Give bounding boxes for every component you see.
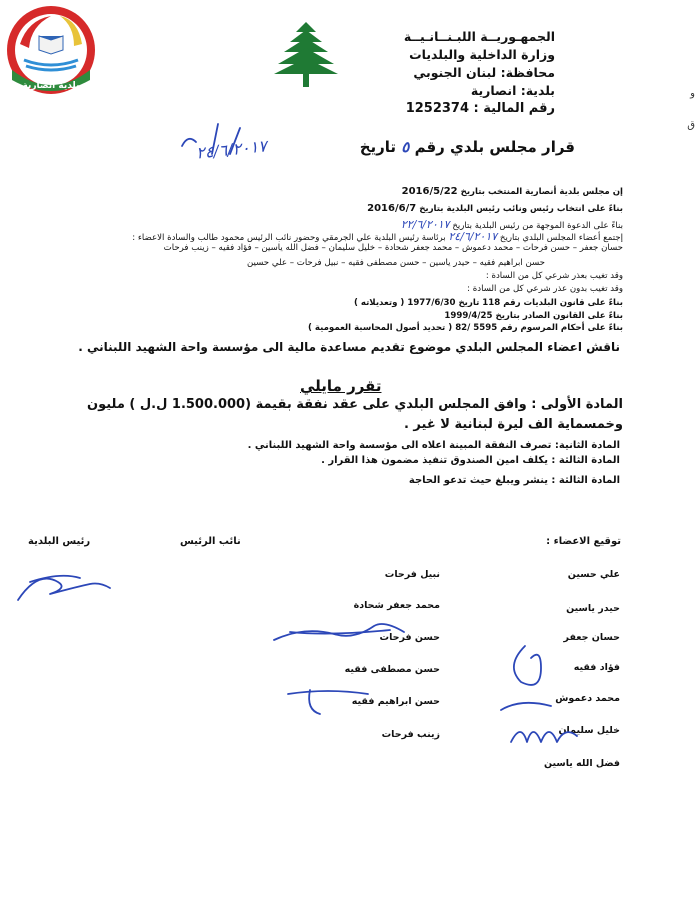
member-name: زينب فرحات [381, 729, 440, 740]
preamble-line-4: إجتمع أعضاء المجلس البلدي بتاريخ ٢٤/٦/٢٠١٧ برئاسة رئيس البلدية علي الجرمقي وحضور نائب الرئيس محمود طالب والسادة الاعضاء : [132, 230, 623, 243]
deputy-label: نائب الرئيس [180, 536, 241, 547]
municipality-label: بلدية: انصارية [470, 83, 555, 98]
handwriting-stroke [178, 116, 298, 166]
preamble-line-6: حسن ابراهيم فقيه – حيدر ياسين – حسن مصطفى فقيه – نبيل فرحات – علي حسين [246, 258, 545, 268]
lebanese-cedar-icon [270, 18, 342, 90]
member-name: حسن مصطفى فقيه [344, 664, 440, 675]
member-name: نبيل فرحات [384, 569, 440, 580]
article-first: المادة الأولى : وافق المجلس البلدي على عقد نفقة بقيمة (1.500.000 ل.ل ) مليون وخمسماية الف ليرة لبنانية لا غير . [86, 397, 623, 432]
member-name: علي حسين [567, 569, 620, 580]
member-name: حيدر ياسين [566, 603, 620, 614]
title-date-label: تاريخ [359, 138, 397, 156]
margin-mark-2: ق [687, 120, 695, 131]
preamble-line-10: بناءً على القانون الصادر بتاريخ 1999/4/25 [444, 311, 623, 321]
mayor-label: رئيس البلدية [28, 536, 91, 547]
members-heading: توقيع الاعضاء : [546, 536, 621, 547]
member-signature [280, 680, 380, 720]
member-signature [270, 620, 410, 650]
member-name: فؤاد فقيه [573, 662, 620, 673]
preamble-line-9: بناءً على قانون البلديات رقم 118 تاريخ 1977/6/30 ( وتعديلاته ) [353, 298, 623, 308]
article-fourth: المادة الثالثة : ينشر ويبلغ حيث تدعو الحاجة [408, 475, 620, 486]
article-third: المادة الثالثة : يكلف امين الصندوق تنفيذ مضمون هذا القرار . [321, 455, 620, 466]
member-name: حسن ابراهيم فقيه [351, 696, 440, 707]
preamble-line-3: بناءً على الدعوة الموجهة من رئيس البلدية بتاريخ ٢٢/٦/٢٠١٧ [400, 218, 623, 231]
preamble-line-1: إن مجلس بلدية أنصارية المنتخب بتاريخ 2016/5/22 [401, 186, 623, 197]
member-signature [505, 718, 585, 748]
preamble-line-8: وقد تغيب بدون عذر شرعي كل من السادة : [467, 284, 623, 294]
decision-heading: تقرر مايلي [300, 377, 382, 395]
discussion-text: ناقش اعضاء المجلس البلدي موضوع تقديم مساعدة مالية الى مؤسسة واحة الشهيد اللبناني . [78, 340, 620, 354]
mayor-signature [10, 560, 120, 610]
republic-label: الجمهـوريــة اللبـنــانـيــة [403, 29, 555, 44]
member-name: محمد جعفر شحادة [353, 600, 440, 611]
title-text: قرار مجلس بلدي رقم [414, 138, 575, 156]
governorate-label: محافظة: لبنان الجنوبي [413, 65, 555, 80]
member-signature [495, 640, 565, 720]
article-second: المادة الثانية: تصرف النفقة المبينة اعلاه الى مؤسسة واحة الشهيد اللبناني . [247, 440, 620, 451]
preamble-line-7: وقد تغيب بعذر شرعي كل من السادة : [485, 271, 623, 281]
member-name: محمد دعموش [555, 693, 620, 704]
member-name: خليل سليمان [558, 725, 620, 736]
margin-mark-1: و [690, 88, 695, 99]
preamble-line-5: حسان جعفر – حسن فرحات – محمد دعموش – محمد جعفر شحادة – خليل سليمان – فضل الله ياسين – فؤاد فقيه – زينب فرحات [163, 243, 623, 253]
decision-title [360, 138, 575, 156]
ministry-label: وزارة الداخلية والبلديات [409, 47, 555, 62]
member-name: فضل الله ياسين [543, 758, 620, 769]
title-date-handwritten: ٢٤/٦/٢٠١٧ [195, 136, 268, 163]
preamble-line-11: بناءً على أحكام المرسوم رقم 5595 /82 ( تحديد أصول المحاسبة العمومية ) [307, 323, 623, 333]
header-block [335, 28, 555, 118]
member-name: حسان جعفر [563, 632, 620, 643]
member-name: حسن فرحات [379, 632, 440, 643]
finance-number: رقم المالية : 1252374 [405, 101, 555, 116]
decision-number: ٥ [401, 138, 410, 156]
preamble-line-2: بناءً على انتخاب رئيس ونائب رئيس البلدية بتاريخ 2016/6/7 [367, 203, 623, 214]
logo-text: بلدية أنصارية [22, 81, 80, 91]
municipality-logo [2, 4, 100, 96]
